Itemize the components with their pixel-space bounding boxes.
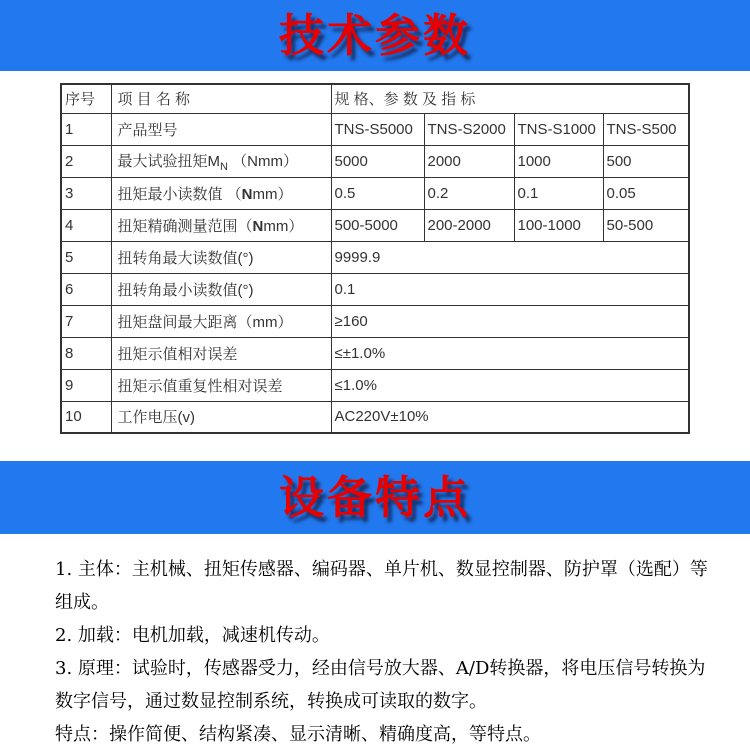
tech-params-title: 技术参数: [278, 10, 471, 61]
row-value-cell: TNS-S500: [603, 113, 689, 145]
feature-paragraph: 特点：操作简便、结构紧凑、显示清晰、精确度高，等特点。: [55, 724, 541, 745]
row-value-cell: 0.2: [424, 177, 514, 209]
row-value-cell: 0.05: [603, 177, 689, 209]
row-number-cell: 8: [61, 337, 111, 369]
row-name-cell: 扭矩精确测量范围（Nmm）: [111, 209, 331, 241]
row-name-cell: 产品型号: [111, 113, 331, 145]
features-title: 设备特点: [278, 472, 471, 523]
row-value-cell: 200-2000: [424, 209, 514, 241]
table-row: [61, 209, 689, 241]
row-value-cell: TNS-S2000: [424, 113, 514, 145]
col-header-spec: 规 格、参 数 及 指 标: [331, 84, 689, 113]
row-value-cell: 0.5: [331, 177, 424, 209]
table-header-row: [61, 84, 689, 113]
row-value-cell: 9999.9: [331, 241, 689, 273]
table-row: [61, 369, 689, 401]
table-row: [61, 273, 689, 305]
row-name-cell: 最大试验扭矩$M_N$ （Nmm）: [111, 145, 331, 177]
row-value-cell: ≥160: [331, 305, 689, 337]
row-value-cell: 50-500: [603, 209, 689, 241]
row-value-cell: ≤1.0%: [331, 369, 689, 401]
table-row: [61, 145, 689, 177]
table-row: [61, 337, 689, 369]
table-row: [61, 241, 689, 273]
features-banner: [0, 461, 750, 534]
features-text-block: [0, 534, 750, 751]
row-number-cell: 10: [61, 401, 111, 433]
row-number-cell: 4: [61, 209, 111, 241]
row-value-cell: 100-1000: [514, 209, 603, 241]
table-row: [61, 113, 689, 145]
row-number-cell: 6: [61, 273, 111, 305]
row-value-cell: TNS-S5000: [331, 113, 424, 145]
feature-paragraph: 2. 加载：电机加载，减速机传动。: [55, 625, 330, 646]
row-number-cell: 2: [61, 145, 111, 177]
table-row: [61, 401, 689, 433]
row-name-cell: 扭矩最小读数值 （Nmm）: [111, 177, 331, 209]
row-value-cell: ≤±1.0%: [331, 337, 689, 369]
row-name-cell: 扭矩盘间最大距离（mm）: [111, 305, 331, 337]
table-row: [61, 177, 689, 209]
row-value-cell: 5000: [331, 145, 424, 177]
row-value-cell: 500-5000: [331, 209, 424, 241]
row-name-cell: 扭转角最小读数值(°): [111, 273, 331, 305]
row-number-cell: 7: [61, 305, 111, 337]
row-name-cell: 工作电压(v): [111, 401, 331, 433]
row-value-cell: TNS-S1000: [514, 113, 603, 145]
row-value-cell: 500: [603, 145, 689, 177]
table-row: [61, 305, 689, 337]
row-name-cell: 扭矩示值相对误差: [111, 337, 331, 369]
col-header-no: 序号: [61, 84, 111, 113]
row-number-cell: 5: [61, 241, 111, 273]
row-value-cell: 0.1: [514, 177, 603, 209]
row-name-cell: 扭矩示值重复性相对误差: [111, 369, 331, 401]
row-number-cell: 3: [61, 177, 111, 209]
tech-params-banner: [0, 0, 750, 71]
row-value-cell: 0.1: [331, 273, 689, 305]
col-header-name: 项 目 名 称: [111, 84, 331, 113]
row-number-cell: 1: [61, 113, 111, 145]
row-value-cell: 1000: [514, 145, 603, 177]
feature-paragraph: 1. 主体：主机械、扭矩传感器、编码器、单片机、数显控制器、防护罩（选配）等组成。: [55, 559, 708, 613]
spec-table: [60, 83, 690, 434]
row-name-cell: 扭转角最大读数值(°): [111, 241, 331, 273]
row-value-cell: AC220V±10%: [331, 401, 689, 433]
row-number-cell: 9: [61, 369, 111, 401]
feature-paragraph: 3. 原理：试验时，传感器受力，经由信号放大器、A/D转换器，将电压信号转换为数字信号，通过数显控制系统，转换成可读取的数字。: [55, 658, 706, 712]
row-value-cell: 2000: [424, 145, 514, 177]
